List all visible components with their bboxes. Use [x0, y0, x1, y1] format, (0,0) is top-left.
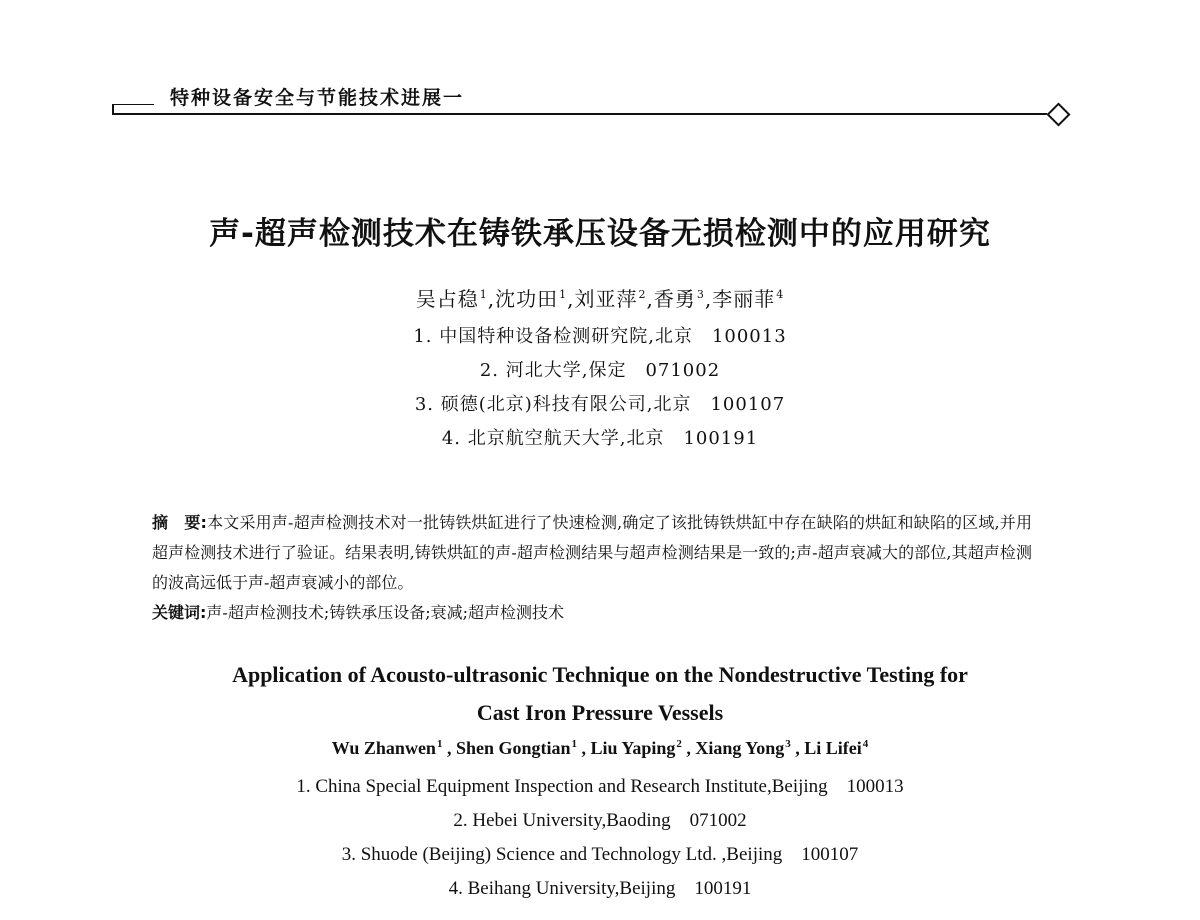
author-sup: 3 [785, 738, 791, 750]
author-en: Liu Yaping [590, 738, 676, 758]
author-sup: 4 [862, 738, 869, 750]
affiliation-en-1: 1. China Special Equipment Inspection and Research Institute,Beijing 100013 [296, 776, 904, 797]
keywords [152, 598, 1032, 628]
abstract [152, 508, 1032, 598]
paper-title-en-line-2: Cast Iron Pressure Vessels [476, 700, 724, 725]
affiliation-en-2: 2. Hebei University,Baoding 071002 [453, 810, 747, 831]
author-cn: 刘亚萍 [574, 287, 638, 311]
author-sup: 2 [638, 288, 647, 302]
author-cn: 香勇 [653, 287, 696, 311]
diamond-ornament-icon [1046, 102, 1070, 126]
author-en: Shen Gongtian [455, 738, 571, 758]
author-cn: 沈功田 [495, 287, 559, 311]
author-sup: 4 [776, 288, 785, 302]
affiliation-cn-2: 2. 河北大学,保定 071002 [479, 360, 721, 381]
abstract-label: 摘 要: [152, 513, 207, 532]
affiliation-en-3: 3. Shuode (Beijing) Science and Technology Ltd. ,Beijing 100107 [341, 844, 859, 865]
affiliation-cn-3: 3. 硕德(北京)科技有限公司,北京 100107 [414, 394, 786, 415]
author-cn: 李丽菲 [712, 287, 776, 311]
author-list-en: Wu Zhanwen$^1$ , Shen Gongtian$^1$ , Liu Yaping$^2$ , Xiang Yong$^3$ , Li Lifei$^4$ [331, 738, 869, 758]
header-rule-short [112, 104, 154, 105]
affiliation-cn-1: 1. 中国特种设备检测研究院,北京 100013 [413, 326, 787, 347]
author-sup: 2 [676, 738, 682, 750]
author-list-cn: 吴占稳$^1$,沈功田$^1$,刘亚萍$^2$,香勇$^3$,李丽菲$^4$ [415, 287, 785, 311]
author-sup: 3 [696, 288, 705, 302]
author-sup: 1 [571, 738, 577, 750]
author-sup: 1 [479, 288, 488, 302]
author-cn: 吴占稳 [415, 287, 479, 311]
abstract-text: 本文采用声-超声检测技术对一批铸铁烘缸进行了快速检测,确定了该批铸铁烘缸中存在缺陷的烘缸和缺陷的区域,并用超声检测技术进行了验证。结果表明,铸铁烘缸的声-超声检测结果与超声检测结果是一致的;声-超声衰减大的部位,其超声检测的波高远低于声-超声衰减小的部位。 [152, 513, 1032, 592]
keywords-text: 声-超声检测技术;铸铁承压设备;衰减;超声检测技术 [206, 603, 564, 622]
author-en: Xiang Yong [695, 738, 785, 758]
author-en: Wu Zhanwen [331, 738, 436, 758]
affiliation-cn-4: 4. 北京航空航天大学,北京 100191 [441, 428, 759, 449]
author-en: Li Lifei [804, 738, 862, 758]
running-header: 特种设备安全与节能技术进展一 [170, 87, 465, 109]
author-sup: 1 [436, 738, 443, 750]
affiliation-en-4: 4. Beihang University,Beijing 100191 [448, 878, 752, 899]
keywords-label: 关键词: [152, 603, 207, 622]
paper-title-en-line-1: Application of Acousto-ultrasonic Technique on the Nondestructive Testing for [232, 662, 968, 687]
paper-title-cn: 声-超声检测技术在铸铁承压设备无损检测中的应用研究 [209, 216, 991, 252]
header-rule [112, 113, 1047, 115]
author-sup: 1 [559, 288, 568, 302]
